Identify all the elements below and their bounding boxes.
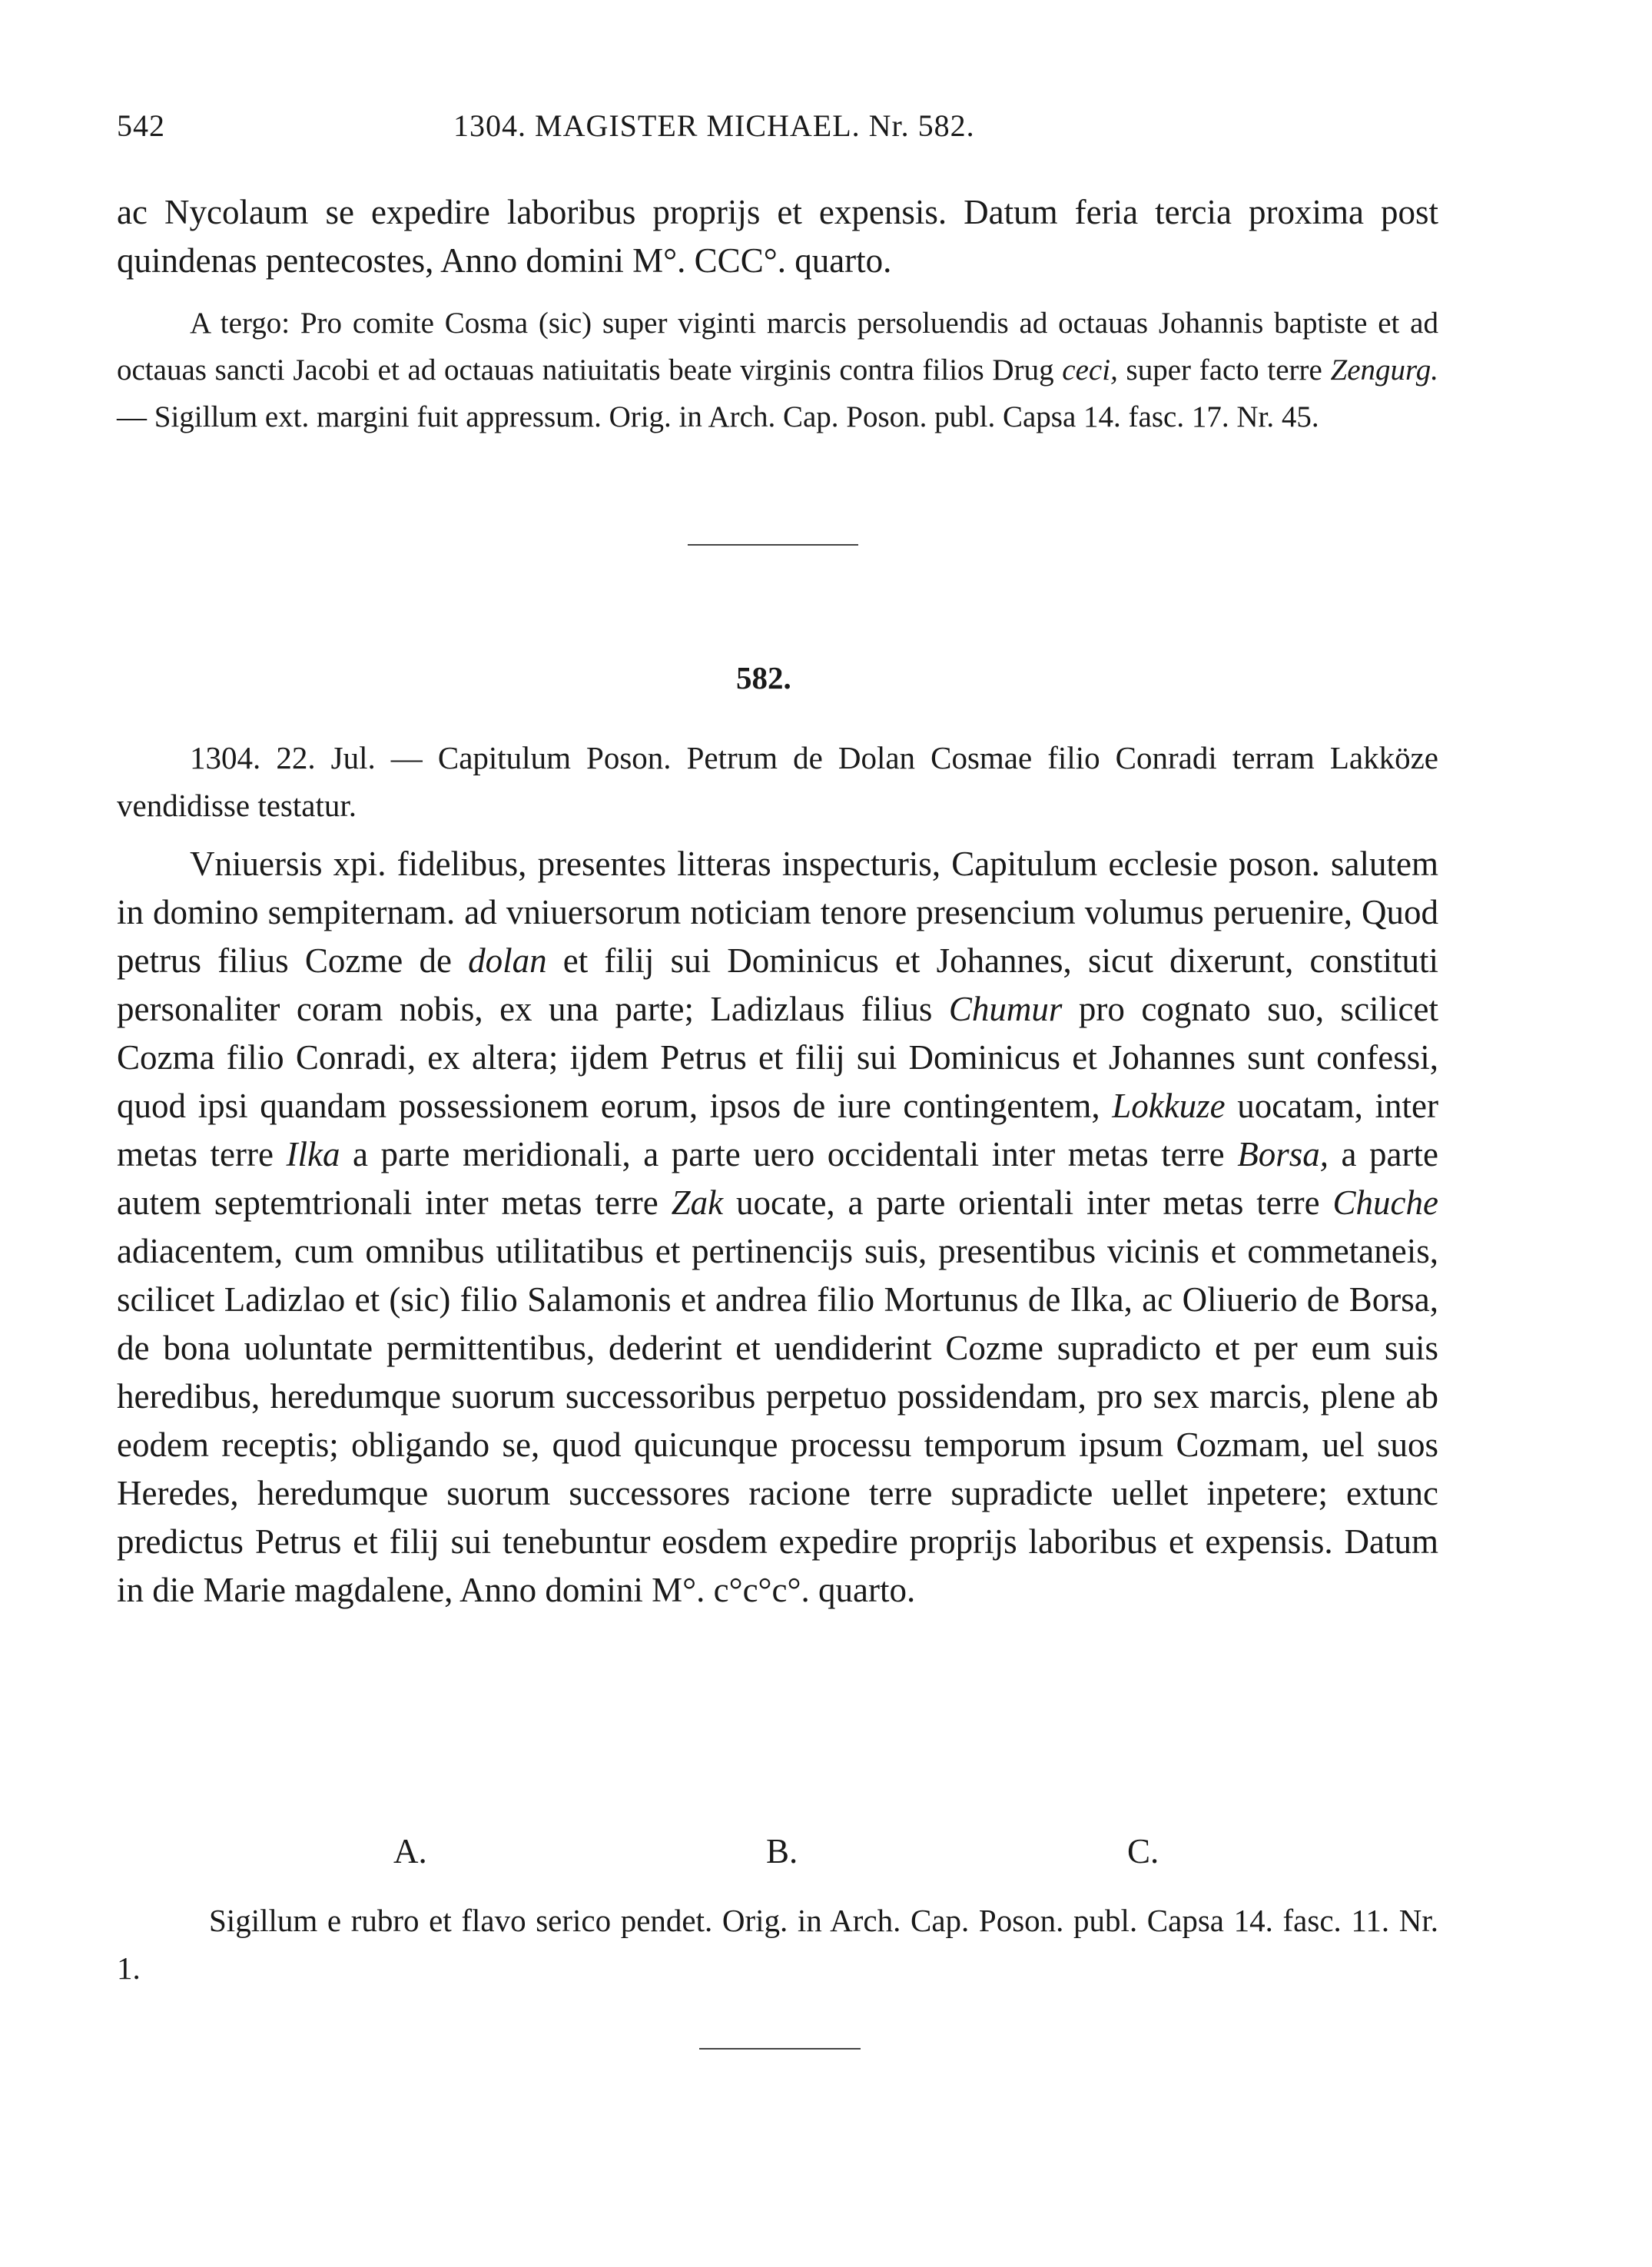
charter-text-3: pro cognato suo, scilicet Cozma filio Conradi, ex altera; ijdem Petrus et filij sui Dominicus et Johannes sunt confessi, quod ipsi quandam possessionem eorum, ipsos de iure contingentem, [117,990,1438,1125]
continuation-paragraph: ac Nycolaum se expedire laboribus proprijs et expensis. Datum feria tercia proxima post quindenas pentecostes, Anno domini M°. CCC°. quarto. [117,193,1438,280]
page-header [117,108,1438,154]
seal-note: Sigillum e rubro et flavo serico pendet. Orig. in Arch. Cap. Poson. publ. Capsa 14. fasc. 11. Nr. 1. [117,1903,1438,1986]
chirograph-letter-a: A. [393,1832,427,1870]
person-name-chumur: Chumur [948,990,1063,1028]
endorsement-note [117,300,1438,440]
charter-text-1: Vniuersis xpi. fidelibus, presentes litteras inspecturis, Capitulum ecclesie poson. salutem in domino sempiternam. ad vniuersorum noticiam tenore presencium volumus peruenire, Quod petrus filius Cozme de [117,845,1438,980]
section-divider-bottom [699,2048,861,2050]
charter-text-8: adiacentem, cum omnibus utilitatibus et pertinencijs suis, presentibus vicinis et commetaneis, scilicet Ladizlao et (sic) filio Salamonis et andrea filio Mortunus de Ilka, ac Oliuerio de Borsa, de bona uoluntate permittentibus, dederint et uendiderint Cozme supradicto et per eum suis heredibus, heredumque suorum successoribus perpetuo possidendam, pro sex marcis, plene ab eodem receptis; obligando se, quod quicunque processu temporum ipsum Cozmam, uel suos Heredes, heredumque suorum successores racione terre supradicte uellet inpetere; extunc predictus Petrus et filij sui tenebuntur eosdem expedire proprijs laboribus et expensis. Datum in die Marie magdalene, Anno domini M°. c°c°c°. quarto. [117,1232,1438,1609]
page-number: 542 [117,108,165,143]
place-name-ilka: Ilka [286,1135,340,1173]
charter-text-6: a parte autem septemtrionali inter metas terre [117,1135,1438,1222]
chirograph-letter-c: C. [1127,1832,1159,1870]
running-head: 1304. MAGISTER MICHAEL. Nr. 582. [453,108,975,143]
section-divider-top [688,544,858,546]
note-text-1: A tergo: Pro comite Cosma (sic) super viginti marcis persoluendis ad octauas Johannis baptiste et ad octauas sancti Jacobi et ad octauas natiuitatis beate virginis contra filios Drug [117,307,1438,387]
note-italic-1: ceci, [1062,353,1118,387]
chirograph-letter-b: B. [766,1832,798,1870]
charter-text-4: uocatam, inter metas terre [117,1087,1438,1173]
document-number: 582. [736,660,791,695]
chirograph-letters [117,1831,1438,1877]
charter-text-5: a parte meridionali, a parte uero occidentali inter metas terre [340,1135,1238,1173]
charter-text [117,840,1438,1615]
note-italic-2: Zengurg. [1330,353,1438,387]
place-name-lokkuze: Lokkuze [1112,1087,1226,1125]
note-text-3: — Sigillum ext. margini fuit appressum. Orig. in Arch. Cap. Poson. publ. Capsa 14. fasc. 17. Nr. 45. [117,400,1319,433]
regest-summary: 1304. 22. Jul. — Capitulum Poson. Petrum de Dolan Cosmae filio Conradi terram Lakköze vendidisse testatur. [117,740,1438,823]
charter-text-7: uocate, a parte orientali inter metas terre [723,1183,1333,1222]
place-name-borsa: Borsa, [1237,1135,1329,1173]
place-name-dolan: dolan [468,941,547,980]
note-text-2: super facto terre [1117,353,1331,387]
charter-text-2: et filij sui Dominicus et Johannes, sicut dixerunt, constituti personaliter coram nobis, ex una parte; Ladizlaus filius [117,941,1438,1028]
place-name-chuche: Chuche [1332,1183,1438,1222]
place-name-zak: Zak [671,1183,724,1222]
